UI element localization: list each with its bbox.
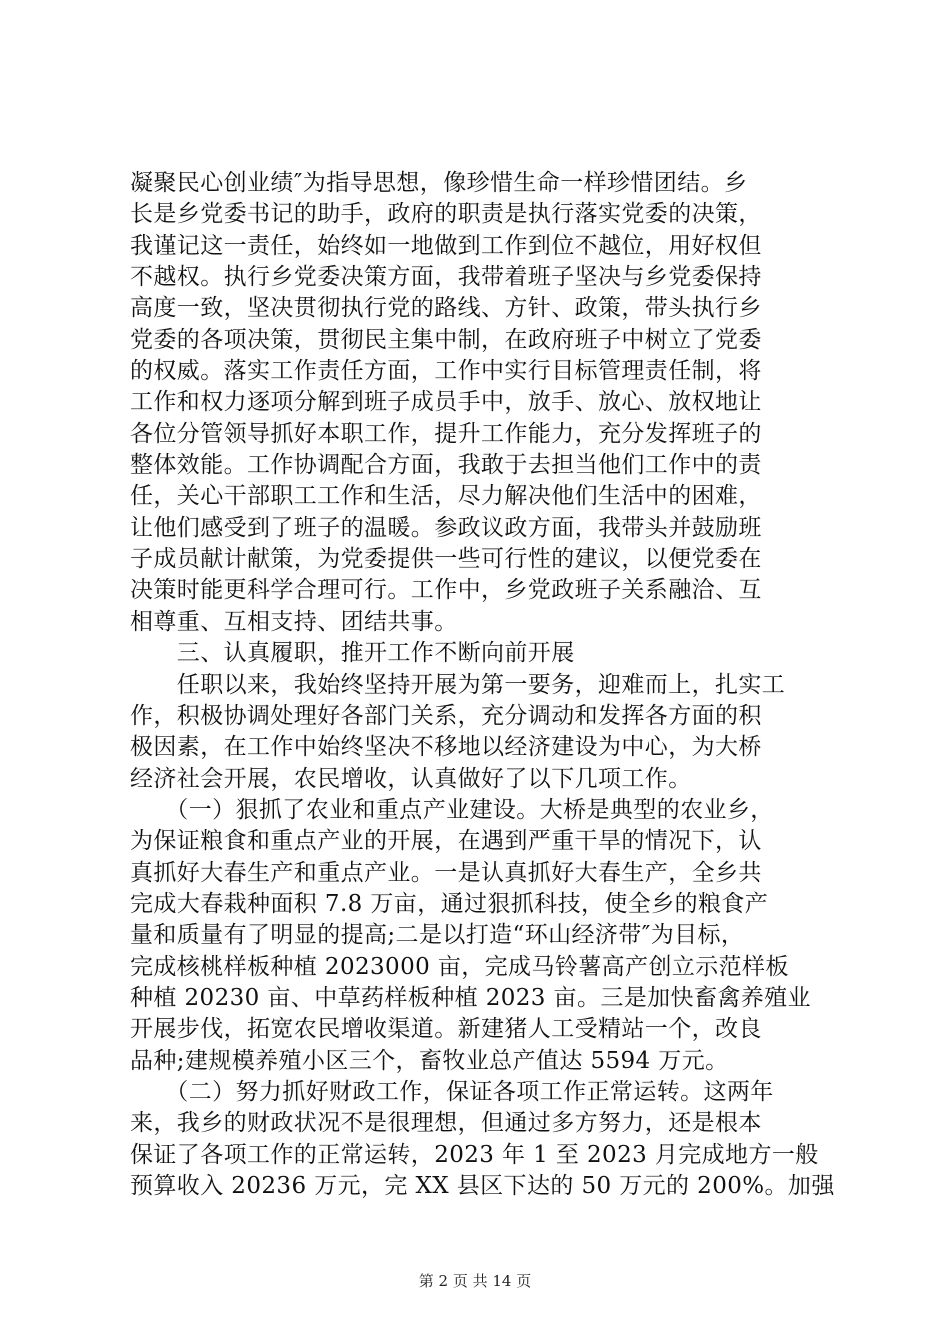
- section-heading: 三、认真履职，推开工作不断向前开展: [130, 640, 575, 667]
- text-line: 决策时能更科学合理可行。工作中，乡党政班子关系融洽、互: [130, 577, 762, 604]
- text-line: 不越权。执行乡党委决策方面，我带着班子坚决与乡党委保持: [130, 264, 762, 291]
- text-line: 为保证粮食和重点产业的开展，在遇到严重干旱的情况下，认: [130, 828, 762, 855]
- text-line: 种植 20230 亩、中草药样板种植 2023 亩。三是加快畜禽养殖业: [130, 984, 811, 1011]
- body-text: [130, 168, 835, 1202]
- text-line: 子成员献计献策，为党委提供一些可行性的建议，以便党委在: [130, 546, 762, 573]
- text-line: 让他们感受到了班子的温暖。参政议政方面，我带头并鼓励班: [130, 514, 762, 541]
- page-footer: [0, 1270, 950, 1291]
- text-line: 量和质量有了明显的提高;二是以打造“环山经济带″为目标，: [130, 922, 745, 949]
- page-number-label: 第 2 页 共 14 页: [418, 1272, 532, 1290]
- text-line: 整体效能。工作协调配合方面，我敢于去担当他们工作中的责: [130, 452, 762, 479]
- text-line: 高度一致，坚决贯彻执行党的路线、方针、政策，带头执行乡: [130, 295, 762, 322]
- text-line: 预算收入 20236 万元，完 XX 县区下达的 50 万元的 200%。加强: [130, 1173, 835, 1199]
- text-line: 凝聚民心创业绩″为指导思想，像珍惜生命一样珍惜团结。乡: [130, 170, 748, 196]
- text-line: 任职以来，我始终坚持开展为第一要务，迎难而上，扎实工: [130, 671, 786, 698]
- text-line: 各位分管领导抓好本职工作，提升工作能力，充分发挥班子的: [130, 420, 762, 447]
- text-line: 工作和权力逐项分解到班子成员手中，放手、放心、放权地让: [130, 389, 762, 416]
- text-line: （一）狠抓了农业和重点产业建设。大桥是典型的农业乡，: [130, 796, 774, 823]
- text-line: 长是乡党委书记的助手，政府的职责是执行落实党委的决策，: [130, 201, 762, 228]
- text-line: 真抓好大春生产和重点产业。一是认真抓好大春生产，全乡共: [130, 859, 762, 886]
- text-line: 相尊重、互相支持、团结共事。: [130, 608, 458, 635]
- text-line: 作，积极协调处理好各部门关系，充分调动和发挥各方面的积: [130, 702, 762, 729]
- text-line: 完成大春栽种面积 7.8 万亩，通过狠抓科技，使全乡的粮食产: [130, 890, 769, 917]
- text-line: 品种;建规模养殖小区三个，畜牧业总产值达 5594 万元。: [130, 1047, 729, 1074]
- text-line: 保证了各项工作的正常运转，2023 年 1 至 2023 月完成地方一般: [130, 1141, 819, 1168]
- text-line: （二）努力抓好财政工作，保证各项工作正常运转。这两年: [130, 1078, 774, 1105]
- text-line: 经济社会开展，农民增收，认真做好了以下几项工作。: [130, 765, 692, 792]
- text-line: 来，我乡的财政状况不是很理想，但通过多方努力，还是根本: [130, 1110, 762, 1137]
- text-line: 的权威。落实工作责任方面，工作中实行目标管理责任制，将: [130, 358, 762, 385]
- text-line: 任，关心干部职工工作和生活，尽力解决他们生活中的困难，: [130, 483, 762, 510]
- text-line: 我谨记这一责任，始终如一地做到工作到位不越位，用好权但: [130, 232, 762, 259]
- text-line: 完成核桃样板种植 2023000 亩，完成马铃薯高产创立示范样板: [130, 953, 789, 980]
- text-line: 党委的各项决策，贯彻民主集中制，在政府班子中树立了党委: [130, 326, 762, 353]
- text-line: 极因素，在工作中始终坚决不移地以经济建设为中心，为大桥: [130, 734, 762, 761]
- text-line: 开展步伐，拓宽农民增收渠道。新建猪人工受精站一个，改良: [130, 1016, 762, 1043]
